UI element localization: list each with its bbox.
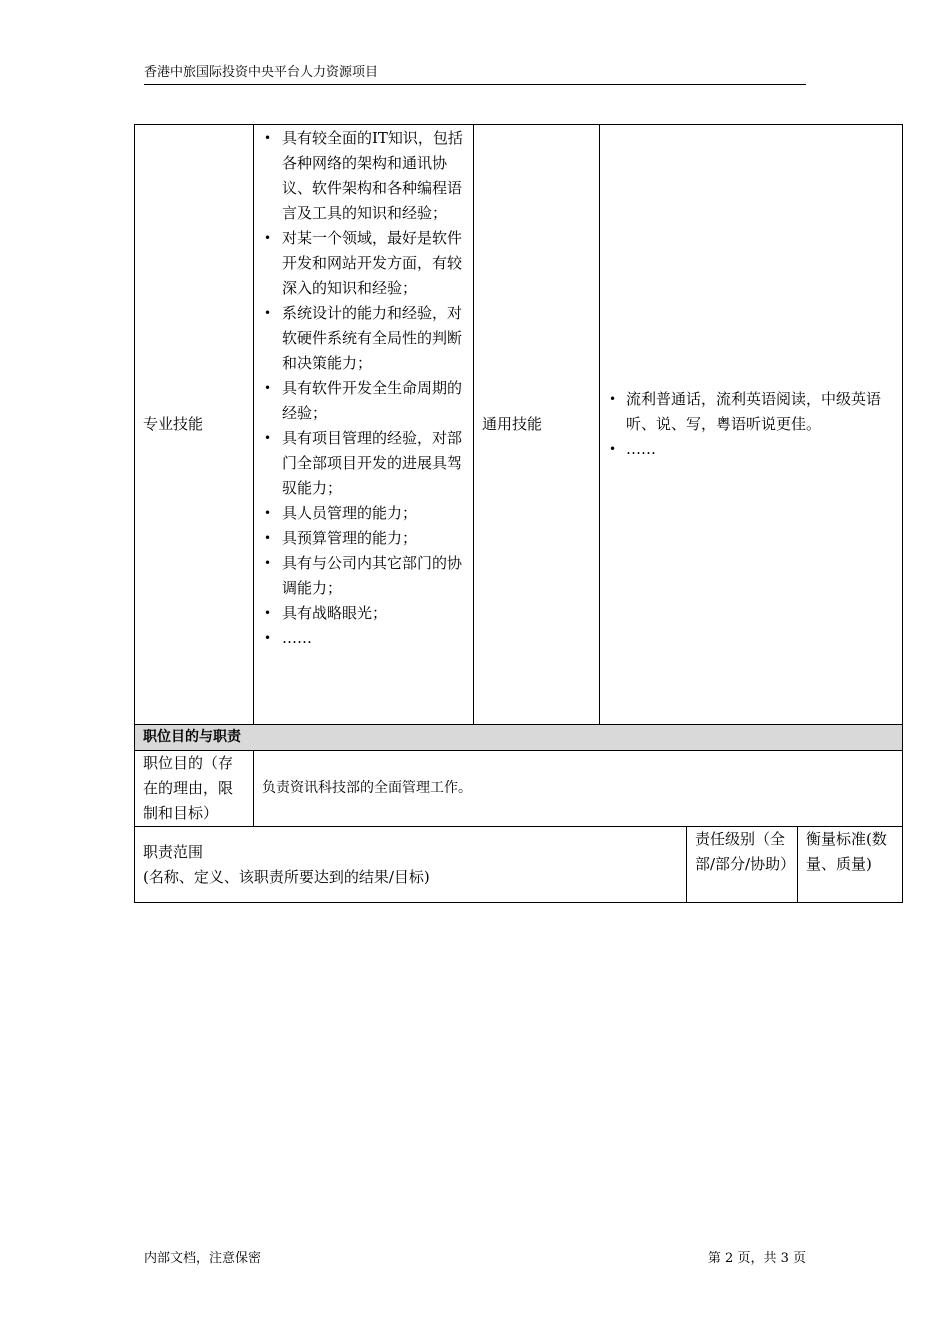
footer-confidential: 内部文档，注意保密 — [144, 1251, 262, 1266]
list-item: • 系统设计的能力和经验，对软硬件系统有全局性的判断和决策能力； — [262, 301, 465, 376]
general-skills-list — [612, 387, 896, 462]
measure-standard: 衡量标准(数量、质量) — [798, 827, 903, 903]
list-item: • …… — [612, 437, 896, 462]
list-item: • 具有与公司内其它部门的协调能力； — [262, 551, 465, 601]
header-title: 香港中旅国际投资中央平台人力资源项目 — [144, 65, 379, 80]
skills-row — [135, 125, 903, 725]
professional-skills-cell — [254, 125, 474, 725]
page-header — [144, 64, 806, 85]
duty-scope-label: 职责范围 — [143, 842, 204, 861]
list-item: • 具预算管理的能力； — [262, 526, 465, 551]
duty-scope-desc: (名称、定义、该职责所要达到的结果/目标) — [143, 867, 430, 886]
job-description-table — [134, 124, 903, 903]
list-item: • 具有软件开发全生命周期的经验； — [262, 376, 465, 426]
purpose-value: 负责资讯科技部的全面管理工作。 — [254, 751, 903, 827]
list-item: • 具有较全面的IT知识，包括各种网络的架构和通讯协议、软件架构和各种编程语言及工具的知识和经验； — [262, 126, 465, 226]
list-item: • …… — [262, 626, 465, 651]
purpose-label: 职位目的（存在的理由，限制和目标） — [135, 751, 254, 827]
section-header-row — [135, 725, 903, 751]
duty-scope-cell — [135, 827, 687, 903]
list-item: • 流利普通话，流利英语阅读，中级英语听、说、写，粤语听说更佳。 — [612, 387, 896, 437]
professional-skills-label: 专业技能 — [135, 125, 254, 725]
responsibility-level: 责任级别（全部/部分/协助） — [687, 827, 798, 903]
general-skills-cell — [600, 125, 903, 725]
purpose-row — [135, 751, 903, 827]
general-skills-label: 通用技能 — [474, 125, 600, 725]
list-item: • 具人员管理的能力； — [262, 501, 465, 526]
list-item: • 具有项目管理的经验，对部门全部项目开发的进展具驾驭能力； — [262, 426, 465, 501]
list-item: • 具有战略眼光； — [262, 601, 465, 626]
duty-header-row — [135, 827, 903, 903]
professional-skills-list — [262, 126, 465, 651]
section-heading: 职位目的与职责 — [135, 725, 903, 751]
footer-page-info: 第 2 页，共 3 页 — [707, 1251, 806, 1266]
list-item: • 对某一个领域，最好是软件开发和网站开发方面，有较深入的知识和经验； — [262, 226, 465, 301]
